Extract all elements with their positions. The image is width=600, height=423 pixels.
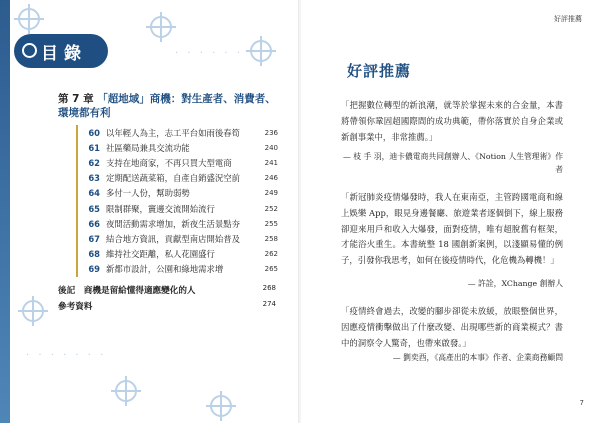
recommendations-title: 好評推薦 [347, 62, 412, 80]
toc-item-title: 以年輕人為主，志工平台如雨後春筍 [106, 127, 240, 138]
quote-attribution: — 枝 手 羽，迪卡儂電商共同創辦人、《Notion 人生管理術》作者 [343, 152, 563, 174]
page-number: 7 [579, 399, 584, 407]
recommendations-page [301, 0, 600, 423]
toc-item-page: 236 [264, 128, 278, 137]
toc-item-title: 新都市設計，公園和綠地需求增 [106, 264, 224, 275]
toc-page [0, 0, 299, 423]
toc-item[interactable] [78, 262, 278, 277]
toc-item[interactable] [78, 125, 278, 140]
toc-item-page: 255 [264, 219, 278, 228]
afterword-title: 後記 商機是留給懂得適應變化的人 [58, 286, 196, 296]
toc-item[interactable] [78, 247, 278, 262]
toc-item-page: 258 [264, 234, 278, 243]
toc-item-title: 定期配送蔬菜箱，自產自銷盛況空前 [106, 173, 240, 184]
quote-text: 「疫情終會過去，改變的腳步卻從未放緩，放眼整個世界，因應疫情衝擊做出了什麼改變、出現哪些新的商業模式？書中的洞察令人驚奇，也帶來啟發。」 [341, 306, 563, 348]
quote-text: 「新冠肺炎疫情爆發時，我人在東南亞，主管跨國電商和線上娛樂 App，眼見身邊餐廳、旅遊業者逐個倒下，線上服務卻迎來用戶和收入大爆發，面對疫情，唯有超脫舊有框架，才能浴火重生。本書統整 18 國創新案例，以淺顯易懂的例子，引發你我思考，如何在後疫情時代，化危機為轉機！」 [341, 192, 563, 266]
toc-item-number: 67 [88, 233, 100, 244]
toc-item[interactable] [78, 155, 278, 170]
toc-item-page: 252 [264, 204, 278, 213]
toc-item-page: 240 [264, 143, 278, 152]
references-title: 參考資料 [58, 302, 93, 312]
toc-item[interactable] [78, 186, 278, 201]
toc-item-page: 249 [264, 189, 278, 198]
virus-icon [150, 16, 172, 38]
virus-icon [250, 40, 272, 62]
afterword-entry[interactable] [58, 284, 276, 296]
chapter-heading [58, 92, 278, 120]
toc-item-page: 265 [264, 265, 278, 274]
virus-icon [210, 395, 232, 417]
references-page: 274 [262, 300, 276, 308]
decorative-strip [0, 0, 10, 423]
toc-item[interactable] [78, 216, 278, 231]
toc-item-number: 69 [88, 264, 100, 275]
quote-attribution: — 許詮，XChange 創辦人 [467, 279, 563, 288]
toc-item-number: 61 [88, 142, 100, 153]
toc-list [76, 125, 278, 277]
toc-item-number: 65 [88, 203, 100, 214]
toc-item-page: 246 [264, 174, 278, 183]
quote-text: 「把握數位轉型的新浪潮，就等於掌握未來的合金量，本書將帶領你鞏固超國際間的成功典範，帶你落實於自身企業或新創事業中，非常推薦。」 [341, 100, 563, 142]
toc-title-text: 目 錄 [41, 43, 81, 64]
virus-icon [18, 8, 40, 30]
toc-item-title: 夜間活動需求增加，新夜生活景點夯 [106, 218, 240, 229]
toc-item-title: 社區藥局兼具交流功能 [106, 142, 190, 153]
toc-item[interactable] [78, 171, 278, 186]
references-entry[interactable] [58, 300, 276, 312]
toc-item-page: 241 [264, 158, 278, 167]
toc-item[interactable] [78, 201, 278, 216]
ring-icon [22, 43, 37, 58]
quote-attribution: — 劉奕酉，《高產出的本事》作者、企業商務顧問 [392, 353, 563, 362]
decorative-dots: · · · · · · [175, 48, 243, 59]
toc-item-title: 結合地方資訊，貢獻型南店開始普及 [106, 233, 240, 244]
toc-item-number: 64 [88, 188, 100, 199]
toc-item-title: 多付一人份，幫助弱勢 [106, 188, 190, 199]
toc-item-page: 262 [264, 250, 278, 259]
decorative-dots: · · · · · · · [26, 350, 107, 361]
toc-item-number: 60 [88, 127, 100, 138]
toc-item[interactable] [78, 231, 278, 246]
virus-icon [115, 380, 137, 402]
toc-item-title: 維持社交距離，私人花園盛行 [106, 249, 215, 260]
chapter-number: 第 7 章 [58, 93, 94, 105]
toc-item-number: 62 [88, 157, 100, 168]
chapter-title: 「超地域」商機：對生產者、消費者、環境都有利 [58, 93, 276, 119]
toc-item-number: 68 [88, 249, 100, 260]
running-head: 好評推薦 [554, 15, 582, 23]
toc-item-number: 66 [88, 218, 100, 229]
toc-item[interactable] [78, 140, 278, 155]
toc-item-title: 支持在地商家，不再只買大型電商 [106, 157, 232, 168]
toc-title [14, 34, 108, 68]
toc-item-title: 限制群聚，竇邊交流開始流行 [106, 203, 215, 214]
afterword-page: 268 [262, 284, 276, 292]
toc-item-number: 63 [88, 173, 100, 184]
virus-icon [22, 300, 44, 322]
